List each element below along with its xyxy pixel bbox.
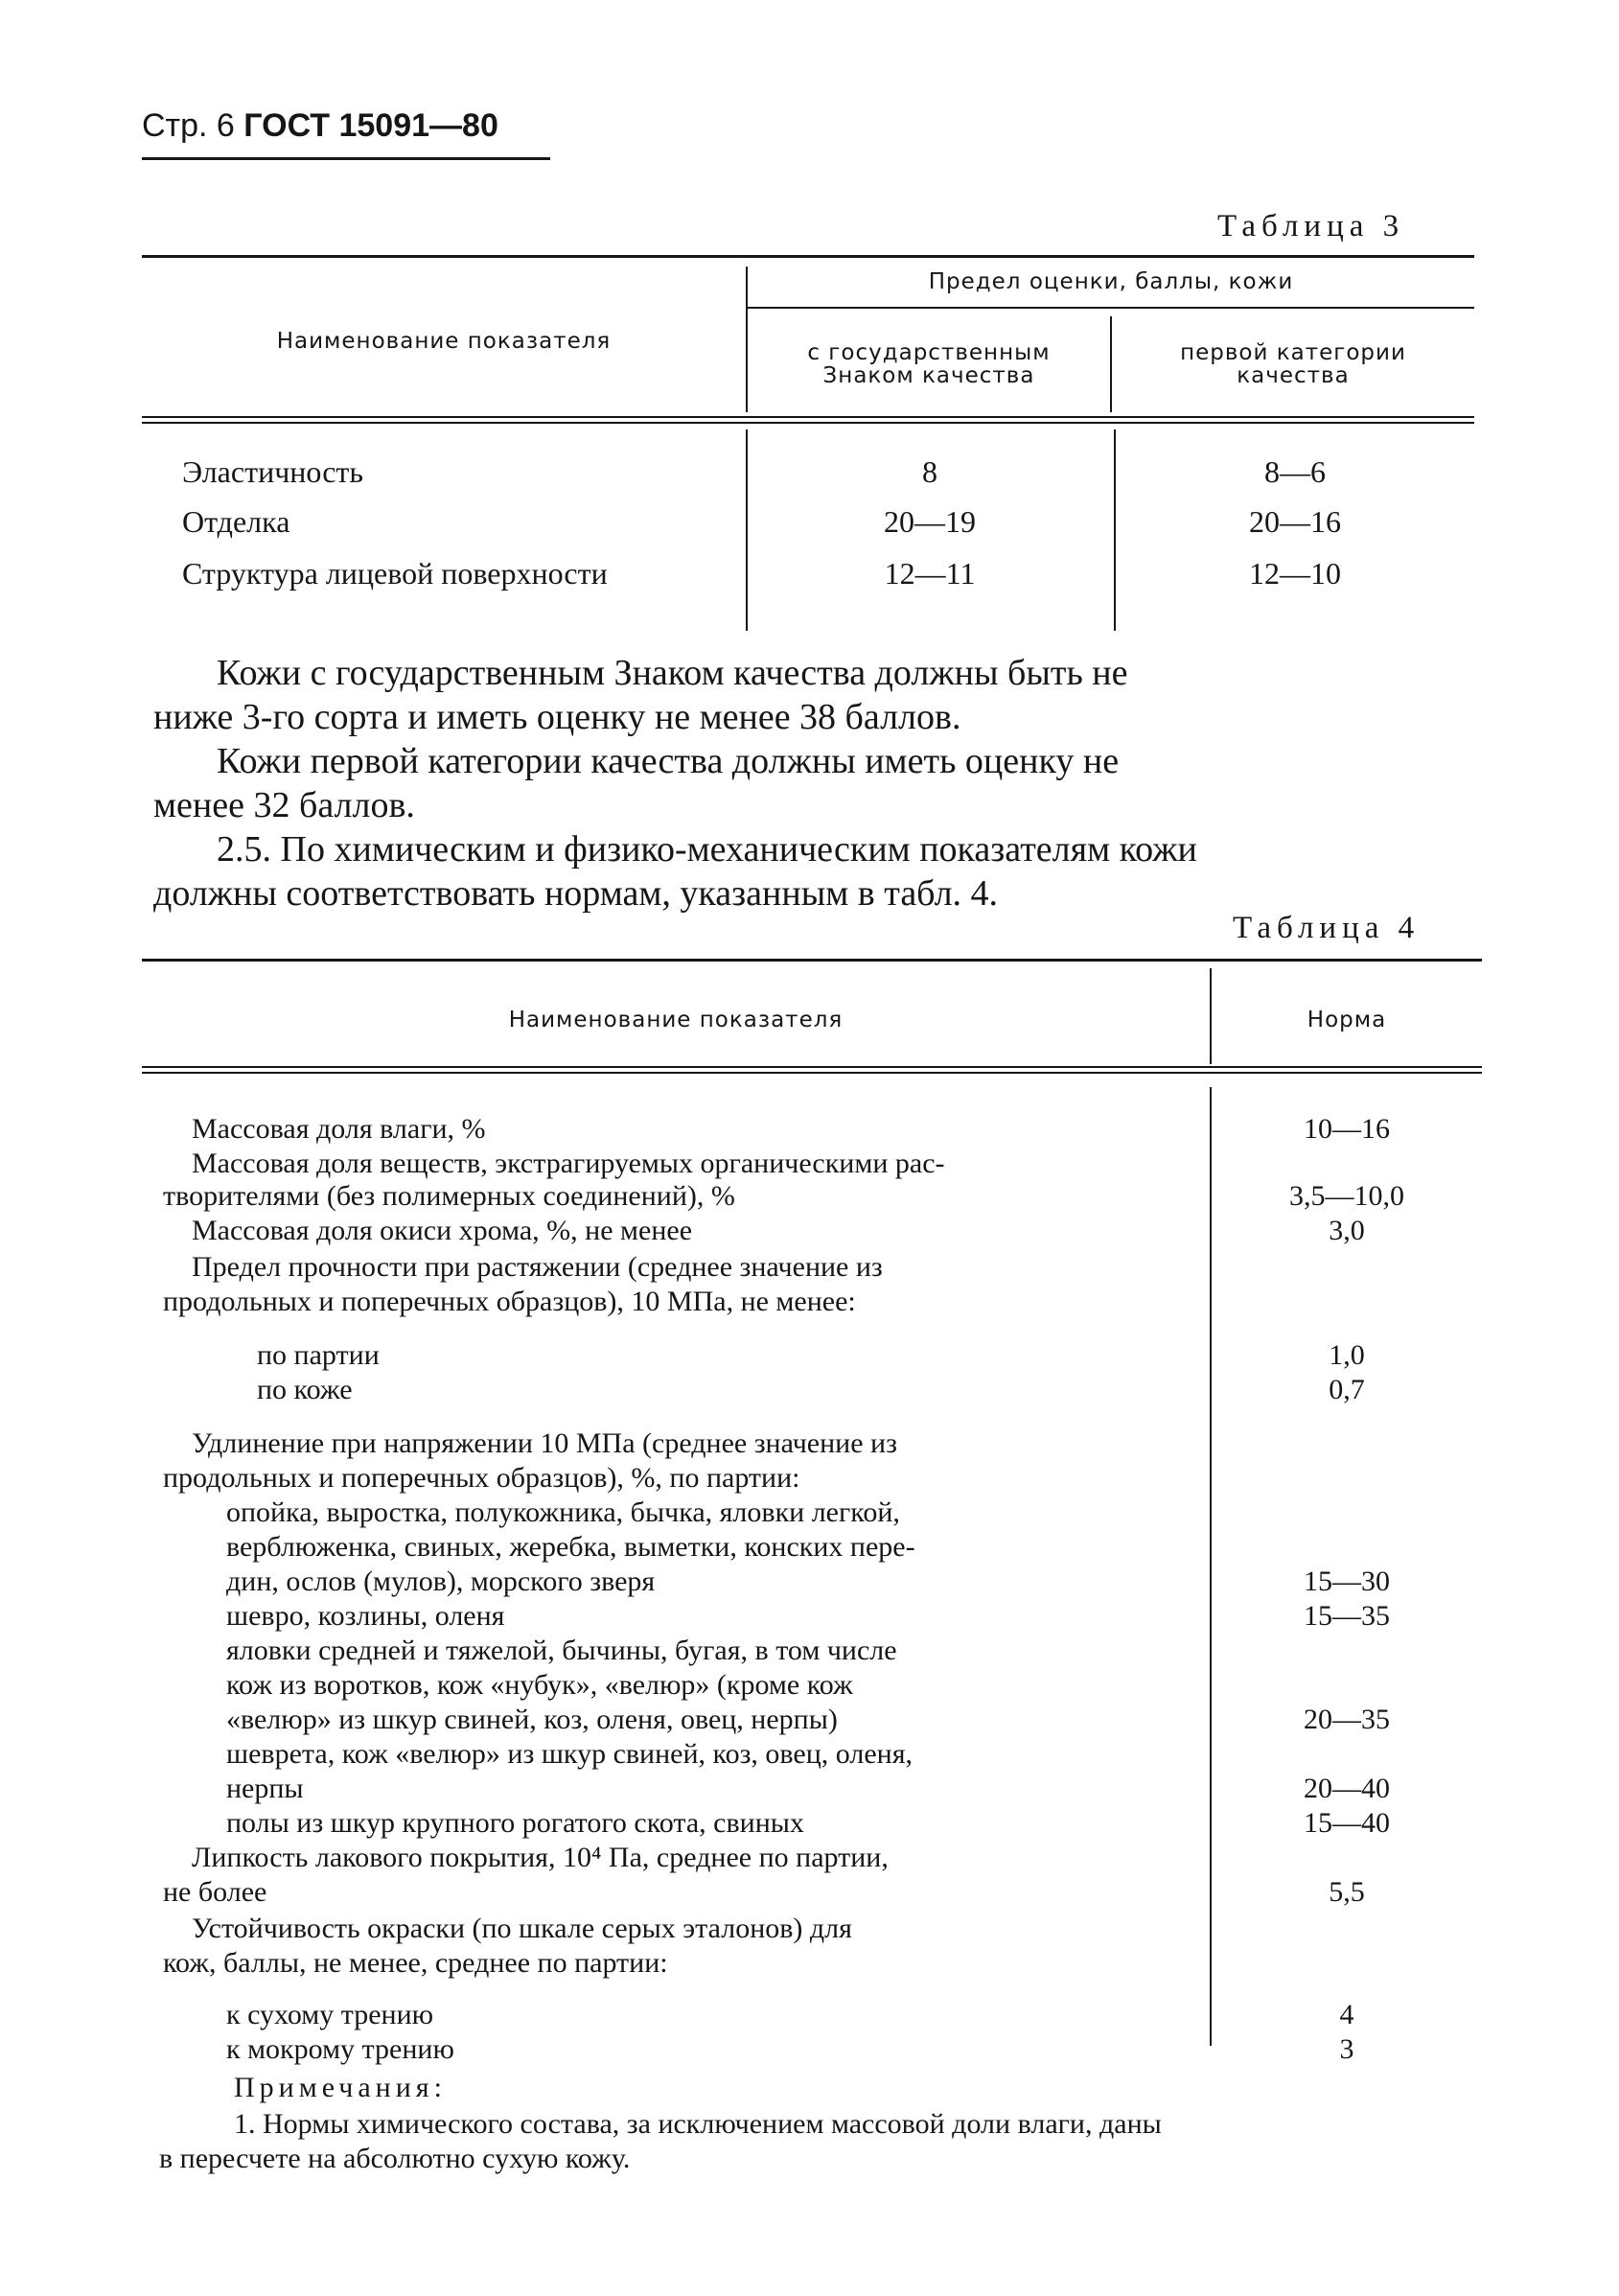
paragraph-line: должны соответствовать нормам, указанным в табл. 4.	[153, 873, 999, 914]
header-rule	[142, 157, 550, 160]
table4-line: к сухому трению	[226, 1999, 434, 2030]
table4-line: по партии	[257, 1339, 380, 1371]
table3-col-b-line2: качества	[1237, 363, 1350, 388]
table4-line: Массовая доля влаги, %	[192, 1113, 486, 1145]
table3-group-rule	[748, 307, 1474, 309]
table4-line: продольных и поперечных образцов), %, по партии:	[163, 1462, 800, 1494]
table3-row-b: 8—6	[1264, 454, 1326, 489]
paragraph-line: ниже 3-го сорта и иметь оценку не менее 38 баллов.	[153, 697, 961, 737]
table4-caption: Таблица 4	[1233, 911, 1421, 945]
table4-line: Устойчивость окраски (по шкале серых эталонов) для	[192, 1913, 852, 1944]
paragraph-line: Кожи первой категории качества должны иметь оценку не	[217, 741, 1120, 781]
table3-row-a: 8	[922, 454, 937, 489]
paragraph-line: 2.5. По химическим и физико-механическим показателям кожи	[217, 829, 1197, 870]
table4-header-double-rule	[142, 1066, 1482, 1074]
table4-line: верблюженка, свиных, жеребка, выметки, конских пере-	[226, 1531, 915, 1563]
table3-col-a	[748, 341, 1110, 387]
table4-norm: 15—30	[1304, 1565, 1390, 1597]
table3-col-name: Наименование показателя	[276, 329, 612, 354]
table4-norm: 15—40	[1304, 1807, 1390, 1839]
paragraph-line: Кожи с государственным Знаком качества должны быть не	[217, 653, 1128, 693]
table3-row-name: Отделка	[182, 504, 290, 539]
table3-row-a: 20—19	[884, 504, 976, 539]
table4-line: Удлинение при напряжении 10 МПа (среднее значение из	[192, 1427, 897, 1459]
table3-col-b	[1112, 341, 1474, 387]
table3-col-a-line2: Знаком качества	[822, 363, 1035, 388]
table4-norm: 4	[1339, 1999, 1354, 2030]
table4-line: Массовая доля веществ, экстрагируемых органическими рас-	[192, 1148, 945, 1179]
table4-line: яловки средней и тяжелой, бычины, бугая, в том числе	[226, 1635, 897, 1666]
table4-norm: 15—35	[1304, 1600, 1390, 1632]
table4-line: нерпы	[226, 1773, 304, 1804]
table4-norm: 3,0	[1329, 1215, 1365, 1246]
table4-col-norm: Норма	[1307, 1008, 1387, 1032]
table4-norm: 3,5—10,0	[1289, 1180, 1404, 1212]
table4-norm: 20—35	[1304, 1704, 1390, 1735]
table4-norm: 5,5	[1329, 1876, 1365, 1908]
table3-col-b-line1: первой категории	[1180, 340, 1406, 365]
table4-line: не более	[163, 1876, 267, 1908]
notes-title: Примечания:	[234, 2072, 447, 2103]
table4-line: продольных и поперечных образцов), 10 МПа, не менее:	[163, 1286, 856, 1317]
standard-number: ГОСТ 15091—80	[243, 107, 498, 144]
table4-norm: 20—40	[1304, 1773, 1390, 1804]
table4-norm: 1,0	[1329, 1339, 1365, 1371]
table4-line: творителями (без полимерных соединений), %	[163, 1180, 735, 1212]
table4-norm: 3	[1339, 2033, 1354, 2065]
table4-line: полы из шкур крупного рогатого скота, свиных	[226, 1807, 804, 1839]
table4-line: к мокрому трению	[226, 2033, 454, 2065]
table3-col-a-line1: с государственным	[807, 340, 1051, 365]
table4-line: шевро, козлины, оленя	[226, 1600, 505, 1632]
table4-col-name: Наименование показателя	[508, 1008, 844, 1032]
table3-row-name: Эластичность	[182, 454, 363, 489]
table4-line: «велюр» из шкур свиней, коз, оленя, овец, нерпы)	[226, 1704, 838, 1735]
table4-line: кож из воротков, кож «нубук», «велюр» (кроме кож	[226, 1669, 853, 1701]
table3-caption: Таблица 3	[1217, 209, 1405, 244]
table4-norm: 0,7	[1329, 1374, 1365, 1405]
table3-row-a: 12—11	[884, 556, 976, 591]
table4-line: дин, ослов (мулов), морского зверя	[226, 1565, 656, 1597]
table4-line: опойка, выростка, полукожника, бычка, яловки легкой,	[226, 1496, 900, 1528]
table4-norm: 10—16	[1304, 1113, 1390, 1145]
table4-line: Липкость лакового покрытия, 10⁴ Па, среднее по партии,	[192, 1842, 889, 1873]
note-line: 1. Нормы химического состава, за исключением массовой доли влаги, даны	[234, 2108, 1162, 2140]
table3-top-rule	[142, 255, 1474, 258]
table4-line: кож, баллы, не менее, среднее по партии:	[163, 1947, 668, 1979]
note-line: в пересчете на абсолютно сухую кожу.	[159, 2143, 631, 2174]
table4-line: Массовая доля окиси хрома, %, не менее	[192, 1215, 693, 1246]
paragraph-line: менее 32 баллов.	[153, 785, 415, 825]
table3-col-group: Предел оценки, баллы, кожи	[928, 269, 1294, 294]
table3-row-name: Структура лицевой поверхности	[182, 556, 608, 591]
table4-line: по коже	[257, 1374, 353, 1405]
page-header	[142, 107, 498, 145]
table4-line: шеврета, кож «велюр» из шкур свиней, коз, овец, оленя,	[226, 1738, 914, 1770]
table3-row-b: 12—10	[1249, 556, 1341, 591]
table4-top-rule	[142, 959, 1482, 962]
page-label: Стр. 6	[142, 107, 235, 144]
table4-line: Предел прочности при растяжении (среднее значение из	[192, 1251, 883, 1283]
table3-row-b: 20—16	[1249, 504, 1341, 539]
table3-header-double-rule	[142, 416, 1474, 424]
